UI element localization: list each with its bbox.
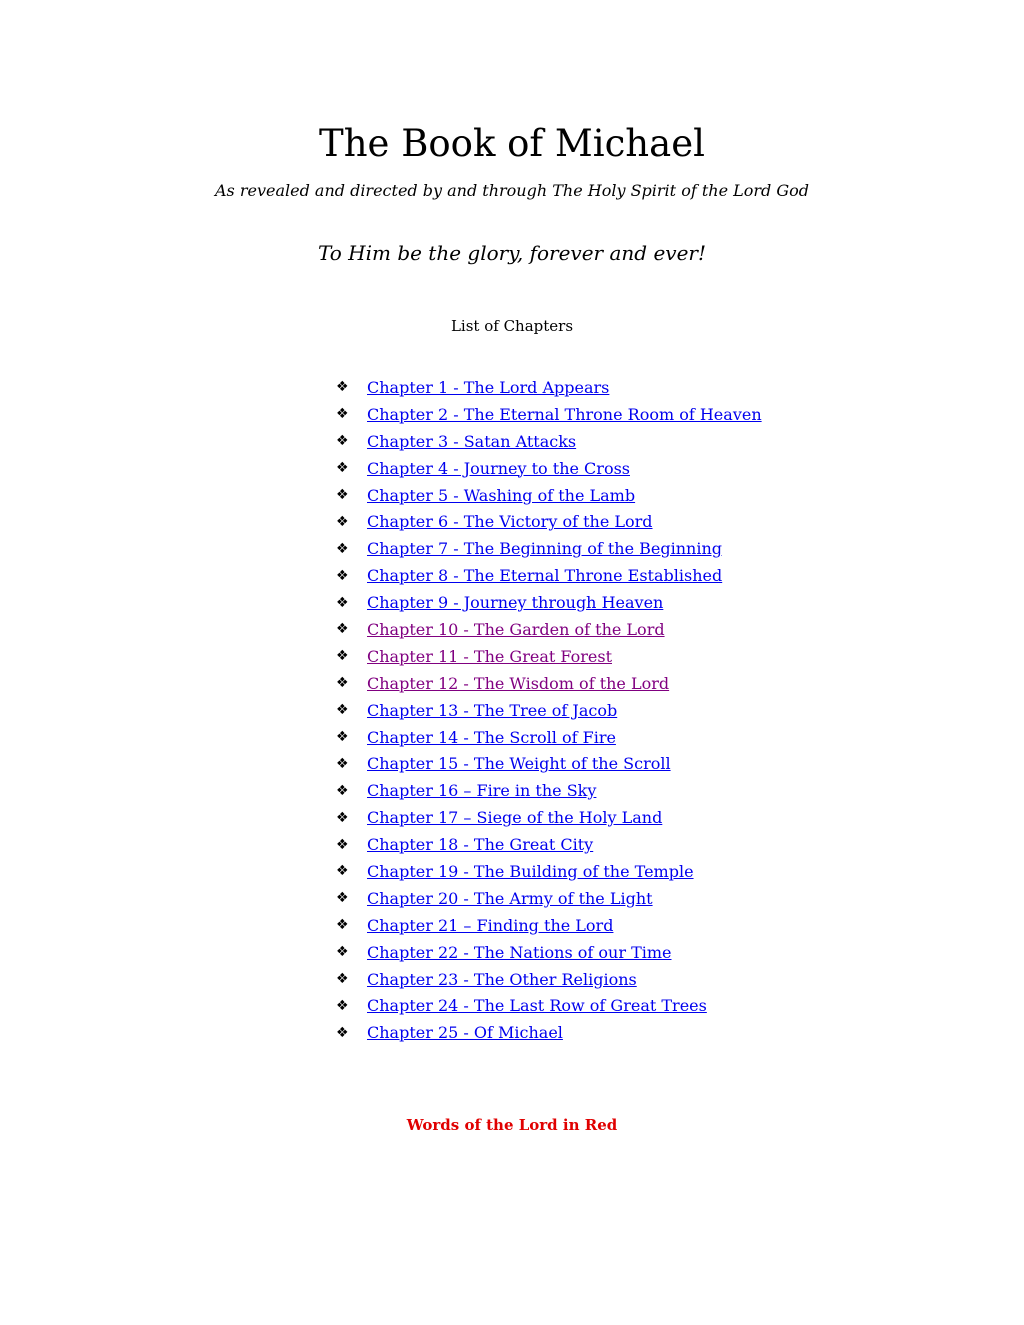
- diamond-four-petal-icon: ❖: [336, 406, 349, 423]
- chapter-link-12[interactable]: Chapter 12 - The Wisdom of the Lord: [367, 673, 670, 693]
- diamond-four-petal-icon: ❖: [336, 460, 349, 477]
- diamond-four-petal-icon: ❖: [336, 782, 349, 799]
- diamond-four-petal-icon: ❖: [336, 997, 349, 1014]
- chapter-list-item: [336, 455, 762, 482]
- chapter-link-19[interactable]: Chapter 19 - The Building of the Temple: [367, 861, 694, 881]
- chapter-link-20[interactable]: Chapter 20 - The Army of the Light: [367, 888, 653, 908]
- chapter-list-item: [336, 858, 762, 885]
- chapter-link-16[interactable]: Chapter 16 – Fire in the Sky: [367, 781, 597, 801]
- diamond-four-petal-icon: ❖: [336, 540, 349, 557]
- chapter-link-4[interactable]: Chapter 4 - Journey to the Cross: [367, 458, 630, 478]
- diamond-four-petal-icon: ❖: [336, 729, 349, 746]
- diamond-four-petal-icon: ❖: [336, 513, 349, 530]
- diamond-four-petal-icon: ❖: [336, 809, 349, 826]
- footer-note: Words of the Lord in Red: [406, 1116, 618, 1134]
- chapter-link-7[interactable]: Chapter 7 - The Beginning of the Beginning: [367, 539, 722, 559]
- diamond-four-petal-icon: ❖: [336, 379, 349, 396]
- chapter-link-17[interactable]: Chapter 17 – Siege of the Holy Land: [367, 808, 663, 828]
- diamond-four-petal-icon: ❖: [336, 487, 349, 503]
- chapter-link-15[interactable]: Chapter 15 - The Weight of the Scroll: [367, 754, 671, 774]
- chapter-link-3[interactable]: Chapter 3 - Satan Attacks: [367, 431, 577, 451]
- chapter-list-item: [336, 374, 762, 401]
- chapter-link-22[interactable]: Chapter 22 - The Nations of our Time: [367, 942, 672, 962]
- chapter-list-item: [336, 831, 762, 858]
- chapter-list-item: [336, 912, 762, 939]
- diamond-four-petal-icon: ❖: [336, 675, 349, 692]
- chapter-list-item: [336, 777, 762, 804]
- chapter-list-item: [336, 401, 762, 428]
- chapter-list-item: [336, 535, 762, 562]
- chapter-link-8[interactable]: Chapter 8 - The Eternal Throne Established: [367, 566, 723, 586]
- diamond-four-petal-icon: ❖: [336, 433, 349, 450]
- chapter-list-item: [336, 562, 762, 589]
- chapter-list-item: [336, 670, 762, 697]
- chapter-link-5[interactable]: Chapter 5 - Washing of the Lamb: [367, 485, 636, 505]
- diamond-four-petal-icon: ❖: [336, 863, 349, 880]
- chapter-list-item: [336, 750, 762, 777]
- chapter-link-11[interactable]: Chapter 11 - The Great Forest: [367, 646, 612, 666]
- diamond-four-petal-icon: ❖: [336, 836, 349, 853]
- chapter-list: [336, 374, 762, 1046]
- diamond-four-petal-icon: ❖: [336, 567, 349, 584]
- chapter-list-item: [336, 804, 762, 831]
- diamond-four-petal-icon: ❖: [336, 890, 349, 907]
- chapter-link-6[interactable]: Chapter 6 - The Victory of the Lord: [367, 512, 653, 532]
- chapter-list-item: [336, 589, 762, 616]
- diamond-four-petal-icon: ❖: [336, 971, 349, 988]
- chapter-link-24[interactable]: Chapter 24 - The Last Row of Great Trees: [367, 996, 707, 1016]
- chapter-list-item: [336, 939, 762, 966]
- chapter-list-item: [336, 724, 762, 751]
- chapter-list-item: [336, 992, 762, 1019]
- chapter-list-item: [336, 966, 762, 993]
- diamond-four-petal-icon: ❖: [336, 648, 349, 665]
- chapter-list-item: [336, 616, 762, 643]
- chapter-link-21[interactable]: Chapter 21 – Finding the Lord: [367, 915, 614, 935]
- chapter-list-item: [336, 885, 762, 912]
- chapter-link-10[interactable]: Chapter 10 - The Garden of the Lord: [367, 619, 665, 639]
- chapter-list-item: [336, 482, 762, 509]
- chapter-link-9[interactable]: Chapter 9 - Journey through Heaven: [367, 593, 664, 613]
- chapter-list-item: [336, 697, 762, 724]
- chapter-link-2[interactable]: Chapter 2 - The Eternal Throne Room of Heaven: [367, 404, 762, 424]
- chapter-list-item: [336, 508, 762, 535]
- chapter-link-25[interactable]: Chapter 25 - Of Michael: [367, 1023, 563, 1043]
- diamond-four-petal-icon: ❖: [336, 621, 349, 638]
- chapter-link-23[interactable]: Chapter 23 - The Other Religions: [367, 969, 637, 989]
- diamond-four-petal-icon: ❖: [336, 1024, 349, 1041]
- chapter-list-item: [336, 643, 762, 670]
- chapter-list-item: [336, 428, 762, 455]
- chapter-link-14[interactable]: Chapter 14 - The Scroll of Fire: [367, 727, 616, 747]
- chapter-link-13[interactable]: Chapter 13 - The Tree of Jacob: [367, 700, 618, 720]
- diamond-four-petal-icon: ❖: [336, 917, 349, 934]
- diamond-four-petal-icon: ❖: [336, 702, 349, 719]
- diamond-four-petal-icon: ❖: [336, 944, 349, 961]
- document-title: The Book of Michael: [319, 122, 705, 165]
- document-subtitle: As revealed and directed by and through The Holy Spirit of the Lord God: [214, 181, 810, 200]
- diamond-four-petal-icon: ❖: [336, 755, 349, 772]
- diamond-four-petal-icon: ❖: [336, 594, 349, 611]
- chapter-list-item: [336, 1019, 762, 1046]
- chapter-link-18[interactable]: Chapter 18 - The Great City: [367, 835, 594, 855]
- chapter-link-1[interactable]: Chapter 1 - The Lord Appears: [367, 377, 610, 397]
- chapter-list-heading: List of Chapters: [450, 317, 574, 335]
- glory-dedication: To Him be the glory, forever and ever!: [317, 241, 707, 265]
